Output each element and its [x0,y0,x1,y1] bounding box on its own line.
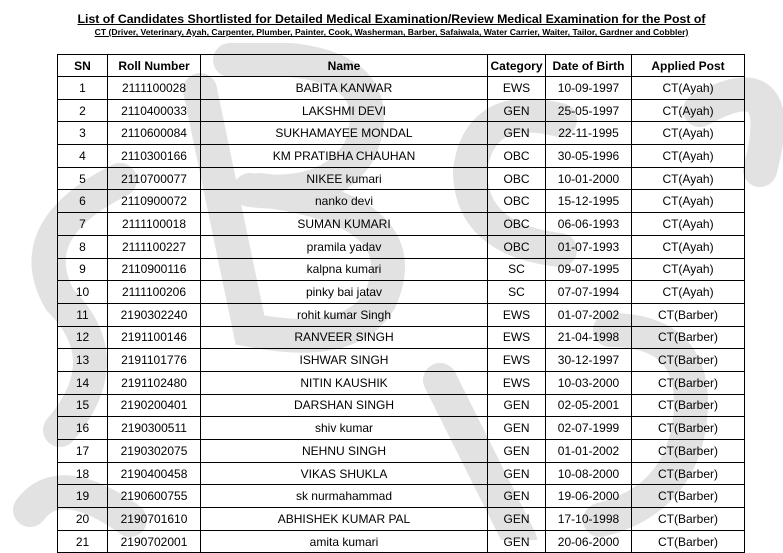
cell-date-of-birth: 01-07-2002 [546,303,632,326]
cell-sn: 21 [58,530,108,553]
header-sn: SN [58,55,108,77]
table-row [58,440,745,463]
cell-name: NIKEE kumari [201,167,488,190]
table-row [58,462,745,485]
cell-date-of-birth: 17-10-1998 [546,508,632,531]
cell-sn: 3 [58,122,108,145]
cell-date-of-birth: 10-01-2000 [546,167,632,190]
cell-roll-number: 2190701610 [108,508,201,531]
cell-applied-post: CT(Barber) [632,326,745,349]
cell-date-of-birth: 01-01-2002 [546,440,632,463]
cell-category: EWS [488,349,546,372]
cell-roll-number: 2111100206 [108,281,201,304]
cell-roll-number: 2191102480 [108,371,201,394]
cell-date-of-birth: 02-05-2001 [546,394,632,417]
cell-applied-post: CT(Barber) [632,508,745,531]
cell-roll-number: 2110300166 [108,145,201,168]
cell-applied-post: CT(Barber) [632,485,745,508]
cell-sn: 9 [58,258,108,281]
cell-sn: 2 [58,99,108,122]
table-row [58,394,745,417]
table-row [58,235,745,258]
cell-name: ISHWAR SINGH [201,349,488,372]
cell-category: GEN [488,462,546,485]
cell-name: VIKAS SHUKLA [201,462,488,485]
cell-category: EWS [488,303,546,326]
cell-name: shiv kumar [201,417,488,440]
cell-category: GEN [488,417,546,440]
cell-roll-number: 2191100146 [108,326,201,349]
cell-name: SUMAN KUMARI [201,213,488,236]
cell-applied-post: CT(Barber) [632,417,745,440]
cell-sn: 12 [58,326,108,349]
table-row [58,417,745,440]
cell-name: LAKSHMI DEVI [201,99,488,122]
cell-name: nanko devi [201,190,488,213]
document-subtitle: CT (Driver, Veterinary, Ayah, Carpenter, Plumber, Painter, Cook, Washerman, Barber, Safaiwala, Water Carrier, Waiter, Tailor, Gardner and Cobbler) [94,27,689,37]
cell-roll-number: 2111100227 [108,235,201,258]
cell-date-of-birth: 07-07-1994 [546,281,632,304]
cell-applied-post: CT(Barber) [632,530,745,553]
table-row [58,349,745,372]
cell-roll-number: 2110900072 [108,190,201,213]
cell-name: KM PRATIBHA CHAUHAN [201,145,488,168]
cell-applied-post: CT(Ayah) [632,99,745,122]
cell-name: NEHNU SINGH [201,440,488,463]
table-row [58,326,745,349]
cell-category: GEN [488,508,546,531]
cell-roll-number: 2110600084 [108,122,201,145]
cell-sn: 16 [58,417,108,440]
cell-category: GEN [488,530,546,553]
cell-category: GEN [488,485,546,508]
cell-category: OBC [488,145,546,168]
cell-roll-number: 2190600755 [108,485,201,508]
cell-applied-post: CT(Ayah) [632,145,745,168]
cell-roll-number: 2110900116 [108,258,201,281]
document-title: List of Candidates Shortlisted for Detailed Medical Examination/Review Medical Examination for the Post of [77,12,706,26]
cell-roll-number: 2190702001 [108,530,201,553]
cell-roll-number: 2191101776 [108,349,201,372]
cell-sn: 13 [58,349,108,372]
cell-sn: 18 [58,462,108,485]
cell-name: sk nurmahammad [201,485,488,508]
cell-sn: 1 [58,77,108,100]
cell-date-of-birth: 19-06-2000 [546,485,632,508]
cell-date-of-birth: 01-07-1993 [546,235,632,258]
cell-category: OBC [488,190,546,213]
cell-applied-post: CT(Barber) [632,371,745,394]
cell-name: rohit kumar Singh [201,303,488,326]
cell-roll-number: 2190300511 [108,417,201,440]
cell-date-of-birth: 10-03-2000 [546,371,632,394]
cell-date-of-birth: 30-12-1997 [546,349,632,372]
cell-category: GEN [488,440,546,463]
table-row [58,508,745,531]
cell-sn: 17 [58,440,108,463]
cell-date-of-birth: 06-06-1993 [546,213,632,236]
cell-name: pinky bai jatav [201,281,488,304]
cell-name: SUKHAMAYEE MONDAL [201,122,488,145]
cell-date-of-birth: 02-07-1999 [546,417,632,440]
cell-sn: 19 [58,485,108,508]
table-row [58,122,745,145]
cell-date-of-birth: 30-05-1996 [546,145,632,168]
cell-category: OBC [488,235,546,258]
cell-roll-number: 2110700077 [108,167,201,190]
cell-applied-post: CT(Ayah) [632,213,745,236]
cell-applied-post: CT(Ayah) [632,258,745,281]
cell-sn: 14 [58,371,108,394]
cell-roll-number: 2111100018 [108,213,201,236]
table-row [58,371,745,394]
cell-sn: 6 [58,190,108,213]
cell-applied-post: CT(Barber) [632,394,745,417]
cell-category: OBC [488,167,546,190]
cell-roll-number: 2190302240 [108,303,201,326]
table-row [58,99,745,122]
table-row [58,485,745,508]
cell-applied-post: CT(Ayah) [632,190,745,213]
cell-sn: 10 [58,281,108,304]
cell-sn: 5 [58,167,108,190]
cell-name: kalpna kumari [201,258,488,281]
cell-category: GEN [488,99,546,122]
cell-name: ABHISHEK KUMAR PAL [201,508,488,531]
cell-applied-post: CT(Ayah) [632,281,745,304]
cell-sn: 20 [58,508,108,531]
cell-name: BABITA KANWAR [201,77,488,100]
cell-applied-post: CT(Barber) [632,303,745,326]
header-name: Name [201,55,488,77]
cell-date-of-birth: 10-09-1997 [546,77,632,100]
table-row [58,213,745,236]
cell-applied-post: CT(Ayah) [632,167,745,190]
cell-category: GEN [488,394,546,417]
cell-name: NITIN KAUSHIK [201,371,488,394]
cell-applied-post: CT(Barber) [632,349,745,372]
table-row [58,77,745,100]
cell-date-of-birth: 22-11-1995 [546,122,632,145]
cell-sn: 15 [58,394,108,417]
cell-name: DARSHAN SINGH [201,394,488,417]
cell-date-of-birth: 25-05-1997 [546,99,632,122]
cell-category: SC [488,281,546,304]
cell-date-of-birth: 20-06-2000 [546,530,632,553]
table-row [58,303,745,326]
cell-category: OBC [488,213,546,236]
cell-name: pramila yadav [201,235,488,258]
cell-sn: 8 [58,235,108,258]
header-category: Category [488,55,546,77]
header-date-of-birth: Date of Birth [546,55,632,77]
cell-sn: 7 [58,213,108,236]
table-row [58,145,745,168]
cell-roll-number: 2190302075 [108,440,201,463]
cell-applied-post: CT(Barber) [632,440,745,463]
cell-roll-number: 2190400458 [108,462,201,485]
cell-applied-post: CT(Ayah) [632,122,745,145]
cell-category: SC [488,258,546,281]
header-roll-number: Roll Number [108,55,201,77]
cell-applied-post: CT(Ayah) [632,235,745,258]
cell-applied-post: CT(Ayah) [632,77,745,100]
cell-date-of-birth: 10-08-2000 [546,462,632,485]
cell-name: amita kumari [201,530,488,553]
table-header-row [58,55,745,77]
table-row [58,167,745,190]
cell-date-of-birth: 15-12-1995 [546,190,632,213]
table-row [58,530,745,553]
cell-category: EWS [488,326,546,349]
cell-roll-number: 2190200401 [108,394,201,417]
cell-sn: 4 [58,145,108,168]
cell-applied-post: CT(Barber) [632,462,745,485]
candidates-table [57,54,745,553]
table-row [58,190,745,213]
cell-roll-number: 2111100028 [108,77,201,100]
cell-category: EWS [488,77,546,100]
cell-date-of-birth: 09-07-1995 [546,258,632,281]
cell-sn: 11 [58,303,108,326]
cell-name: RANVEER SINGH [201,326,488,349]
table-row [58,258,745,281]
cell-category: EWS [488,371,546,394]
cell-category: GEN [488,122,546,145]
table-row [58,281,745,304]
cell-roll-number: 2110400033 [108,99,201,122]
header-applied-post: Applied Post [632,55,745,77]
cell-date-of-birth: 21-04-1998 [546,326,632,349]
